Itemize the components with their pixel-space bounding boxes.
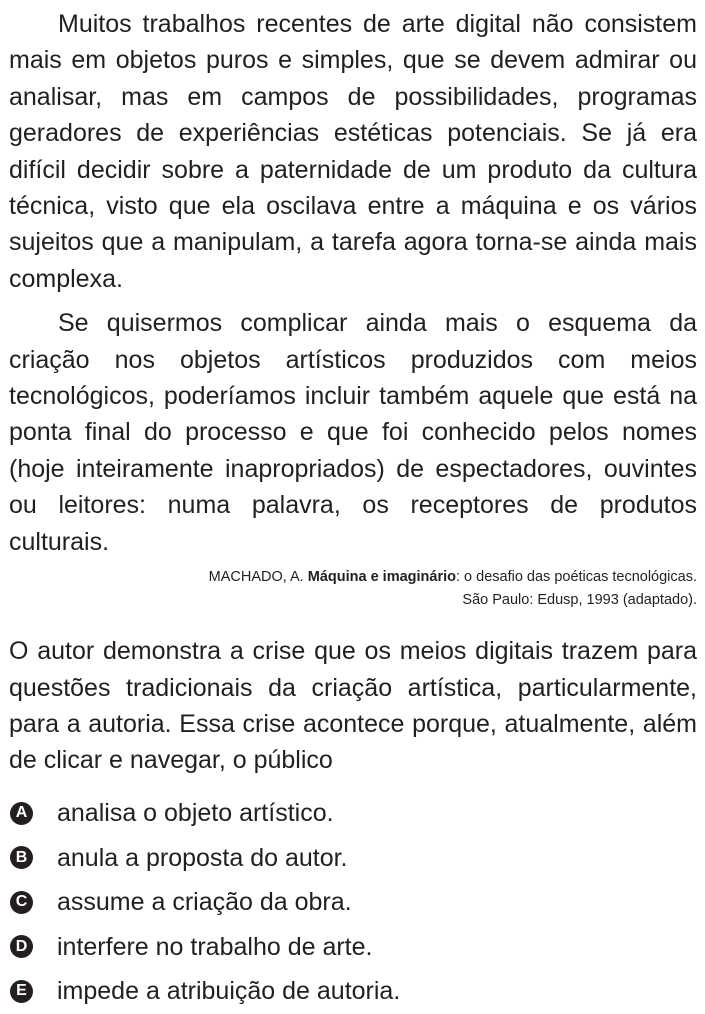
option-letter-badge: C <box>10 891 33 914</box>
option-letter-badge: E <box>10 980 33 1003</box>
citation-author: MACHADO, A. <box>208 569 304 586</box>
option-a[interactable] <box>9 791 697 836</box>
citation <box>9 566 697 612</box>
text-paragraph: Se quisermos complicar ainda mais o esquema da criação nos objetos artísticos produzidos com meios tecnológicos, poderíamos incluir também aquele que está na ponta final do processo e que foi conhecido pelos nomes (hoje inteiramente inapropriados) de espectadores, ouvintes ou leitores: numa palavra, os receptores de produtos culturais. <box>9 309 697 556</box>
option-text: anula a proposta do autor. <box>57 843 348 872</box>
option-b[interactable] <box>9 835 697 880</box>
citation-subtitle: : o desafio das poéticas tecnológicas. <box>455 569 697 586</box>
text-paragraph: Muitos trabalhos recentes de arte digital não consistem mais em objetos puros e simples, que se devem admirar ou analisar, mas em campos de possibilidades, programas geradores de experiências estéticas potenciais. Se já era difícil decidir sobre a paternidade de um produto da cultura técnica, visto que ela oscilava entre a máquina e os vários sujeitos que a manipulam, a tarefa agora torna-se ainda mais complexa. <box>9 10 697 293</box>
citation-publisher: São Paulo: Edusp, 1993 (adaptado). <box>462 592 697 609</box>
option-d[interactable] <box>9 925 697 970</box>
answer-options <box>9 791 697 1014</box>
option-text: impede a atribuição de autoria. <box>57 977 401 1006</box>
option-letter-badge: B <box>10 846 33 869</box>
option-text: assume a criação da obra. <box>57 888 352 917</box>
question-stem: O autor demonstra a crise que os meios digitais trazem para questões tradicionais da criação artística, particularmente, para a autoria. Essa crise acontece porque, atualmente, além de clicar e navegar, o público <box>9 637 697 775</box>
citation-title: Máquina e imaginário <box>307 569 456 586</box>
source-text <box>9 6 697 560</box>
option-e[interactable] <box>9 969 697 1014</box>
question-document <box>9 6 697 1014</box>
option-letter-badge: A <box>10 802 33 825</box>
option-c[interactable] <box>9 880 697 925</box>
option-text: analisa o objeto artístico. <box>57 799 334 828</box>
option-letter-badge: D <box>10 935 33 958</box>
option-text: interfere no trabalho de arte. <box>57 932 373 961</box>
